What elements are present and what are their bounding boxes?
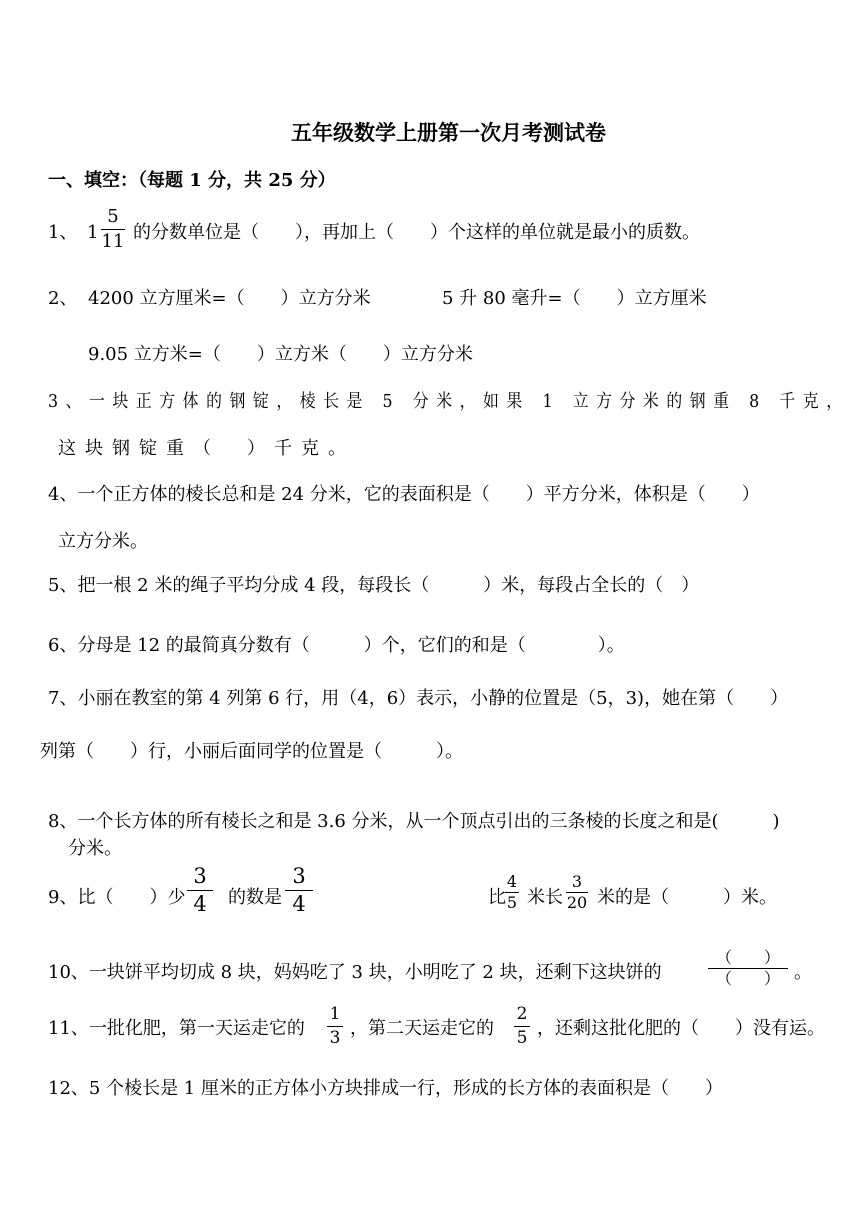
question-text: 9、比（ ）少	[48, 887, 186, 908]
fraction-numerator: 1	[329, 1004, 341, 1024]
fraction-numerator: 5	[107, 206, 119, 227]
question-text: ，第二天运走它的	[350, 1018, 494, 1039]
fraction	[505, 874, 519, 911]
fraction-numerator: 3	[193, 864, 207, 888]
fraction	[285, 866, 313, 915]
question-text: 9.05 立方米=（ ）立方米（ ）立方分米	[88, 344, 473, 365]
question-text: 7、小丽在教室的第 4 列第 6 行，用（4，6）表示，小静的位置是（5，3)，她在第（ ）	[48, 688, 789, 709]
fraction-numerator: 3	[292, 864, 306, 888]
fraction-numerator: 4	[506, 872, 518, 891]
question-text: 立方分米。	[58, 531, 148, 552]
fraction-denominator: 4	[292, 892, 306, 916]
page-title: 五年级数学上册第一次月考测试卷	[291, 120, 606, 145]
fraction	[566, 874, 588, 911]
question-text: 比	[488, 887, 506, 908]
fraction	[101, 208, 125, 251]
question-text: 3、一块正方体的钢锭，棱长是 5 分米，如果 1 立方分米的钢重 8 千克，	[48, 391, 850, 412]
fraction-denominator: 3	[329, 1028, 341, 1048]
fraction-bar	[285, 890, 313, 891]
fraction-denominator: 5	[516, 1028, 528, 1048]
fraction-numerator: 2	[516, 1004, 528, 1024]
question-text: 分米。	[68, 838, 122, 859]
question-6: 6、分母是 12 的最简真分数有（ ）个，它们的和是（ ）。	[48, 635, 625, 656]
fraction-denominator: （ ）	[715, 969, 780, 988]
question-text: 10、一块饼平均切成 8 块，妈妈吃了 3 块，小明吃了 2 块，还剩下这块饼的	[48, 962, 662, 983]
question-text: 。	[794, 962, 812, 983]
fraction	[514, 1006, 530, 1047]
fraction-numerator: 3	[571, 872, 583, 891]
question-text: 的数是	[228, 887, 282, 908]
question-text: 米的是（ ）米。	[597, 887, 777, 908]
fraction-bar	[187, 890, 213, 891]
question-text: 的分数单位是（ ），再加上（ ）个这样的单位就是最小的质数。	[133, 222, 700, 243]
question-number: 2、	[48, 288, 78, 309]
question-text: 4200 立方厘米=（ ）立方分米	[88, 288, 371, 309]
question-text: 列第（ ）行，小丽后面同学的位置是（ ）。	[40, 741, 463, 762]
fraction	[327, 1006, 343, 1047]
question-number: 1、	[48, 222, 78, 243]
question-text: 5 升 80 毫升=（ ）立方厘米	[442, 288, 707, 309]
question-12: 12、5 个棱长是 1 厘米的正方体小方块排成一行，形成的长方体的表面积是（ ）	[48, 1078, 723, 1099]
fraction-denominator: 11	[101, 231, 125, 252]
question-text: 这块钢锭重（ ）千克。	[58, 438, 355, 459]
fraction-blank	[708, 950, 788, 987]
fraction-denominator: 4	[193, 892, 207, 916]
question-text: 8、一个长方体的所有棱长之和是 3.6 分米，从一个顶点引出的三条棱的长度之和是( )	[48, 811, 780, 832]
mixed-number-whole: 1	[87, 222, 99, 243]
question-text: 米长	[527, 887, 563, 908]
section-heading: 一、填空：（每题 1 分，共 25 分）	[48, 170, 336, 191]
question-5: 5、把一根 2 米的绳子平均分成 4 段，每段长（ ）米，每段占全长的（ ）	[48, 575, 700, 596]
fraction	[187, 866, 213, 915]
question-text: 4、一个正方体的棱长总和是 24 分米，它的表面积是（ ）平方分米，体积是（ ）	[48, 484, 760, 505]
fraction-bar	[514, 1026, 530, 1027]
fraction-bar	[101, 229, 125, 230]
fraction-denominator: 20	[566, 893, 588, 912]
fraction-numerator: （ ）	[715, 948, 780, 967]
fraction-bar	[327, 1026, 343, 1027]
question-text: 11、一批化肥，第一天运走它的	[48, 1018, 305, 1039]
question-text: ，还剩这批化肥的（ ）没有运。	[537, 1018, 825, 1039]
fraction-denominator: 5	[506, 893, 518, 912]
